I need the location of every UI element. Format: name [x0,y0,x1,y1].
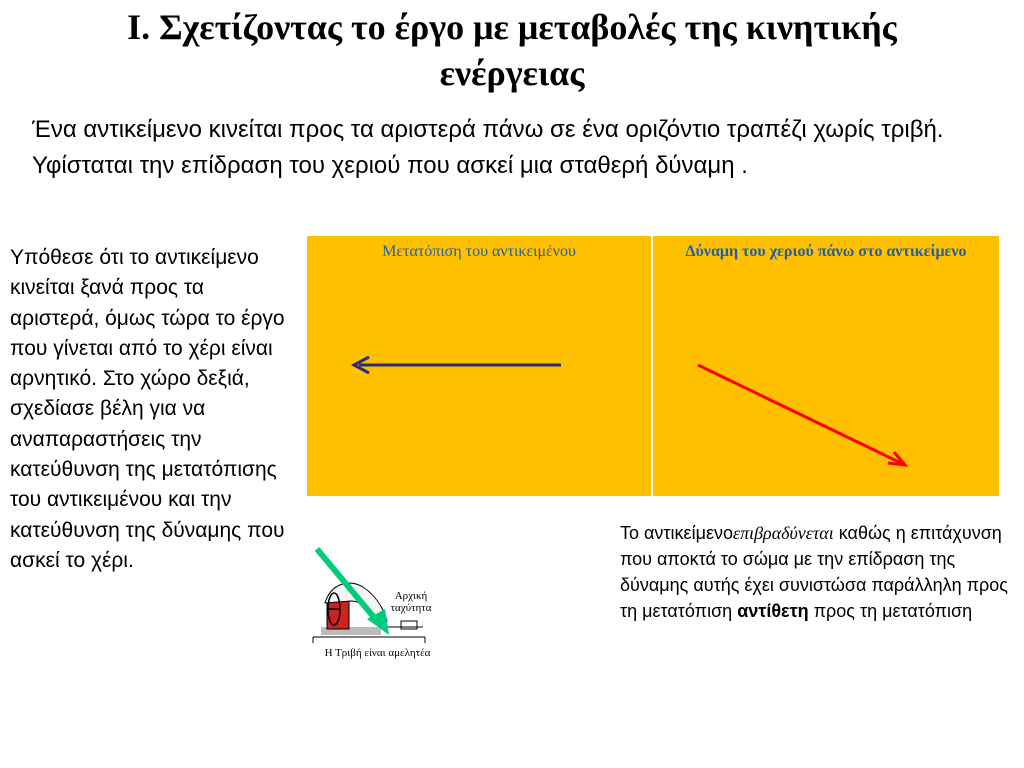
page-title: Ι. Σχετίζοντας το έργο με μεταβολές της κινητικής ενέργειας [127,7,897,93]
force-arrow [653,236,999,496]
force-header: Δύναμη του χεριού πάνω στο αντικείμενο [685,243,967,260]
hand-object-figure [305,543,450,663]
explanation-part2: καθώς η επιτάχυνση που αποκτά το σώμα με την επίδραση της δύναμης αυτής έχει συνιστώσα παράλληλη προς τη μετατόπιση [620,523,1008,621]
explanation-italic: επιβραδύνεται [732,523,834,543]
displacement-cell [307,236,653,496]
explanation-text [620,520,1024,624]
force-cell [653,236,999,496]
intro-paragraph: Ένα αντικείμενο κινείται προς τα αριστερά πάνω σε ένα οριζόντιο τραπέζι χωρίς τριβή. Υφίσταται την επίδραση του χεριού που ασκεί μια σταθερή δύναμη . [32,116,944,179]
explanation-part3: προς τη μετατόπιση [813,601,973,621]
displacement-arrow [307,236,653,496]
friction-caption: Η Τριβή είναι αμελητέα [324,647,431,659]
instructions-text: Υπόθεσε ότι το αντικείμενο κινείται ξανά προς τα αριστερά, όμως τώρα το έργο που γίνεται από το χέρι είναι αρνητικό. Στο χώρο δεξιά, σχεδίασε βέλη για να αναπαραστήσεις την κατεύθυνση της μετατόπισης του αντικειμένου και την κατεύθυνση της δύναμης που ασκεί το χέρι. [10,246,285,572]
arrows-table [307,236,999,496]
initial-velocity-label: Αρχική ταχύτητα [390,590,432,614]
explanation-bold: αντίθετη [737,601,809,621]
displacement-header: Μετατόπιση του αντικειμένου [382,243,576,260]
explanation-part1: Το αντικείμενο [620,523,733,543]
